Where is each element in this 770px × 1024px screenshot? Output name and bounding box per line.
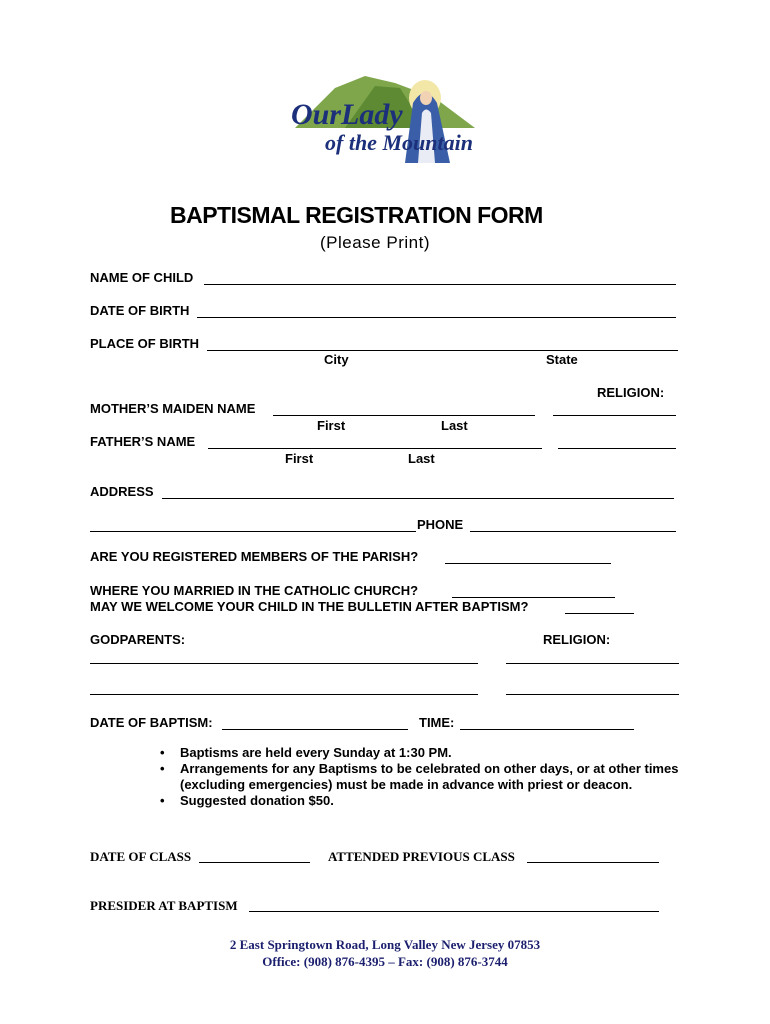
logo-text-mountain: of the Mountain bbox=[325, 130, 473, 155]
form-subtitle: (Please Print) bbox=[320, 233, 430, 252]
bulletin-welcome-label: MAY WE WELCOME YOUR CHILD IN THE BULLETIN AFTER BAPTISM? bbox=[90, 599, 529, 614]
place-of-birth-label: PLACE OF BIRTH bbox=[90, 336, 200, 351]
mothers-maiden-name-field[interactable] bbox=[273, 415, 535, 416]
parish-address: 2 East Springtown Road, Long Valley New Jersey 07853 bbox=[229, 937, 541, 952]
parish-contact: Office: (908) 876-4395 – Fax: (908) 876-3744 bbox=[262, 954, 508, 969]
phone-field[interactable] bbox=[470, 531, 676, 532]
address-label: ADDRESS bbox=[90, 484, 154, 499]
fathers-religion-field[interactable] bbox=[558, 448, 676, 449]
name-of-child-label: NAME OF CHILD bbox=[90, 270, 194, 285]
phone-label: PHONE bbox=[417, 517, 464, 532]
attended-previous-class-label: ATTENDED PREVIOUS CLASS bbox=[328, 849, 515, 864]
attended-previous-class-field[interactable] bbox=[527, 862, 659, 863]
date-of-class-field[interactable] bbox=[199, 862, 310, 863]
date-of-birth-field[interactable] bbox=[197, 317, 676, 318]
religion-label-godparents: RELIGION: bbox=[543, 632, 611, 647]
godparent-1-field[interactable] bbox=[90, 663, 478, 664]
time-field[interactable] bbox=[460, 729, 634, 730]
bulletin-welcome-field[interactable] bbox=[565, 613, 634, 614]
mothers-religion-field[interactable] bbox=[553, 415, 676, 416]
time-label: TIME: bbox=[419, 715, 455, 730]
godparent-1-religion-field[interactable] bbox=[506, 663, 679, 664]
father-first-label: First bbox=[285, 451, 314, 466]
mother-last-label: Last bbox=[441, 418, 468, 433]
state-label: State bbox=[546, 352, 578, 367]
married-catholic-field[interactable] bbox=[452, 597, 615, 598]
address-line-2-field[interactable] bbox=[90, 531, 416, 532]
date-of-birth-label: DATE OF BIRTH bbox=[90, 303, 190, 318]
form-title: BAPTISMAL REGISTRATION FORM bbox=[170, 202, 543, 228]
list-item: • Arrangements for any Baptisms to be celebrated on other days, or at other times (excluding emergencies) must be made in advance with priest or deacon. bbox=[160, 761, 700, 793]
address-field[interactable] bbox=[162, 498, 674, 499]
godparent-2-religion-field[interactable] bbox=[506, 694, 679, 695]
godparents-label: GODPARENTS: bbox=[90, 632, 186, 647]
presider-field[interactable] bbox=[249, 911, 659, 912]
logo-text-our-lady: OurLady bbox=[291, 98, 403, 131]
married-catholic-label: WHERE YOU MARRIED IN THE CATHOLIC CHURCH? bbox=[90, 583, 419, 598]
fathers-name-field[interactable] bbox=[208, 448, 542, 449]
date-of-baptism-field[interactable] bbox=[222, 729, 408, 730]
registered-members-label: ARE YOU REGISTERED MEMBERS OF THE PARISH? bbox=[90, 549, 419, 564]
parish-logo bbox=[285, 58, 485, 168]
father-last-label: Last bbox=[408, 451, 435, 466]
religion-label-parents: RELIGION: bbox=[597, 385, 665, 400]
godparent-2-field[interactable] bbox=[90, 694, 478, 695]
mothers-maiden-name-label: MOTHER’S MAIDEN NAME bbox=[90, 401, 256, 416]
place-of-birth-field[interactable] bbox=[207, 350, 678, 351]
baptism-notes-list bbox=[160, 745, 700, 809]
city-label: City bbox=[324, 352, 349, 367]
mother-first-label: First bbox=[317, 418, 346, 433]
list-item: • Suggested donation $50. bbox=[160, 793, 700, 809]
registered-members-field[interactable] bbox=[445, 563, 611, 564]
name-of-child-field[interactable] bbox=[204, 284, 676, 285]
presider-label: PRESIDER AT BAPTISM bbox=[90, 898, 238, 913]
fathers-name-label: FATHER’S NAME bbox=[90, 434, 196, 449]
date-of-class-label: DATE OF CLASS bbox=[90, 849, 192, 864]
list-item: • Baptisms are held every Sunday at 1:30 PM. bbox=[160, 745, 700, 761]
date-of-baptism-label: DATE OF BAPTISM: bbox=[90, 715, 213, 730]
